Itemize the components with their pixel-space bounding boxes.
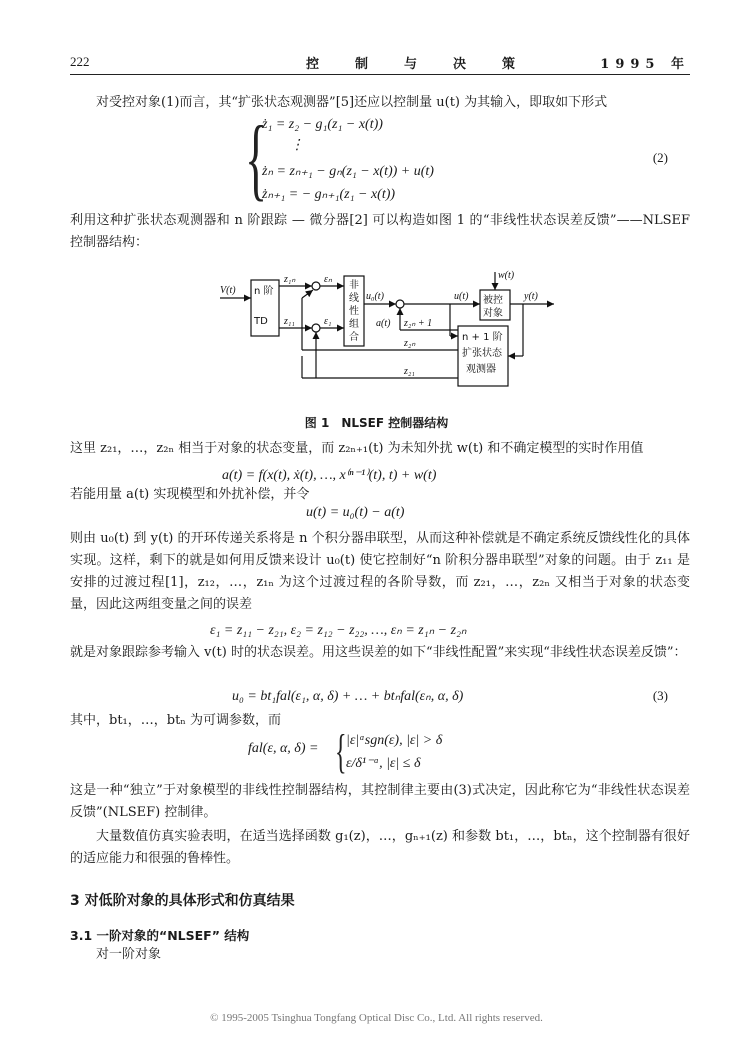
paragraph-parameters: 其中，bt₁，…，btₙ 为可调参数，而 [70, 713, 282, 728]
obs-label-1: n + 1 阶 [462, 332, 503, 343]
equation-number-2: (2) [652, 150, 668, 165]
label-z2n1: z₂ₙ + 1 [404, 318, 433, 329]
nl-label-5: 合 [349, 332, 359, 343]
nl-label-4: 组 [349, 319, 359, 330]
equation-a: a(t) = f(x(t), ẋ(t), …, x⁽ⁿ⁻¹⁾(t), t) + w(t) [222, 468, 437, 483]
fal-brace: { [335, 725, 347, 778]
paragraph-state-errors: 就是对象跟踪参考输入 v(t) 时的状态误差。用这些误差的如下“非线性配置”来实现“非线性状态误差反馈”： [70, 645, 687, 660]
fal-case-1: |ε|ᵅsgn(ε), |ε| > δ [346, 733, 443, 748]
system-line-dots: ⋮ [290, 138, 304, 153]
td-label-bottom: TD [254, 316, 268, 327]
section-3-1-heading: 3.1 一阶对象的“NLSEF” 结构 [70, 928, 250, 943]
sum-junction-e1 [312, 324, 320, 332]
td-label-top: n 阶 [254, 286, 274, 297]
year: 1995 年 [600, 57, 690, 72]
system-line-n: żₙ = zₙ₊₁ − gₙ(z₁ − x(t)) + u(t) [262, 164, 434, 179]
nl-label-2: 线 [349, 293, 359, 304]
equation-3: u₀ = bt₁fal(ε₁, α, δ) + … + btₙfal(εₙ, α, δ) [232, 689, 464, 704]
plant-label-2: 对象 [483, 308, 503, 319]
label-u0: u₀(t) [366, 291, 384, 302]
label-en: εₙ [324, 274, 332, 285]
fal-case-2: ε/δ¹⁻ᵅ, |ε| ≤ δ [346, 756, 421, 771]
label-z2n: z₂ₙ [404, 338, 416, 349]
label-a: a(t) [376, 318, 391, 329]
system-brace: { [245, 107, 268, 209]
paragraph-state-variables: 这里 z₂₁，…，z₂ₙ 相当于对象的状态变量，而 z₂ₙ₊₁(t) 为未知外扰 w(t) 和不确定模型的实时作用值 [70, 441, 644, 456]
label-z11: z₁₁ [284, 316, 295, 327]
paragraph-first-order: 对一阶对象 [96, 947, 162, 962]
journal-title: 控制与决策 [306, 57, 552, 72]
equation-errors: ε₁ = z₁₁ − z₂₁, ε₂ = z₁₂ − z₂₂, …, εₙ = z₁ₙ − z₂ₙ [210, 623, 467, 638]
system-line-1: ż₁ = z₂ − g₁(z₁ − x(t)) [262, 117, 383, 132]
label-z21: z₂₁ [404, 366, 415, 377]
nlsef-block-diagram [218, 268, 558, 393]
obs-label-2: 扩张状态 [462, 348, 502, 359]
page-number: 222 [70, 54, 90, 69]
label-z1n: z₁ₙ [284, 274, 296, 285]
equation-number-3: (3) [652, 688, 668, 703]
system-line-n1: żₙ₊₁ = − gₙ₊₁(z₁ − x(t)) [262, 187, 396, 202]
paragraph-feedback-linearization: 则由 u₀(t) 到 y(t) 的开环传递关系将是 n 个积分器串联型，从而这种补偿就是不确定系统反馈线性化的具体实现。这样，剩下的就是如何用反馈来设计 u₀(t) 使它控制好“n 阶积分器串联型”对象的问题。由于 z₁₁ 是安排的过渡过程[1]，z₁₂，…，z₁ₙ 为这个过渡过程的各阶导数，而 z₂₁，…，z₂ₙ 又相当于对象的状态变量，因此这两组变量之间的误差 [70, 531, 690, 612]
figure-label: 图 1 [304, 416, 330, 430]
fal-lhs: fal(ε, α, δ) = [248, 741, 319, 756]
running-header [70, 50, 690, 75]
label-u: u(t) [454, 291, 469, 302]
sum-junction-en [312, 282, 320, 290]
plant-label-1: 被控 [483, 295, 503, 306]
paragraph-compensation: 若能用量 a(t) 实现模型和外扰补偿，并令 [70, 487, 310, 502]
label-e1: ε₁ [324, 316, 332, 327]
sum-junction-u [396, 300, 404, 308]
label-w: w(t) [498, 270, 515, 281]
nl-label-3: 性 [349, 306, 359, 317]
obs-label-3: 观测器 [466, 364, 496, 375]
label-y: y(t) [524, 291, 538, 302]
paragraph-simulation: 大量数值仿真实验表明，在适当选择函数 g₁(z)，…，gₙ₊₁(z) 和参数 bt₁，…，btₙ，这个控制器有很好的适应能力和很强的鲁棒性。 [70, 829, 690, 866]
paragraph-nlsef-intro: 利用这种扩张状态观测器和 n 阶跟踪 — 微分器[2] 可以构造如图 1 的“非线性状态误差反馈”——NLSEF 控制器结构： [70, 213, 690, 250]
copyright-footer: © 1995-2005 Tsinghua Tongfang Optical Disc Co., Ltd. All rights reserved. [210, 1012, 543, 1024]
figure-title: NLSEF 控制器结构 [341, 416, 449, 430]
equation-u: u(t) = u₀(t) − a(t) [306, 505, 405, 520]
figure-caption [0, 414, 753, 431]
label-v: V(t) [220, 285, 236, 296]
intro-paragraph: 对受控对象(1)而言，其“扩张状态观测器”[5]还应以控制量 u(t) 为其输入，即取如下形式 [96, 95, 608, 110]
nl-label-1: 非 [349, 280, 359, 291]
paragraph-nlsef-law: 这是一种“独立”于对象模型的非线性控制器结构，其控制律主要由(3)式决定，因此称它为“非线性状态误差反馈”(NLSEF) 控制律。 [70, 783, 690, 820]
section-3-heading: 3 对低阶对象的具体形式和仿真结果 [70, 893, 295, 909]
